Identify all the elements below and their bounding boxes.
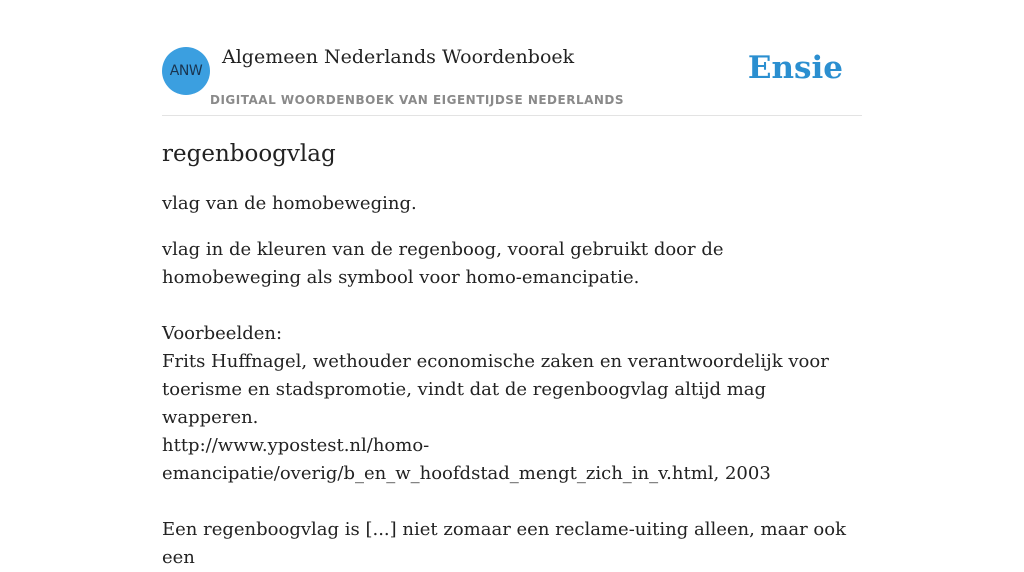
site-header <box>162 40 862 116</box>
definition: vlag in de kleuren van de regenboog, vooral gebruikt door de homobeweging als symbool voor homo-emancipatie. <box>162 239 724 288</box>
examples-label: Voorbeelden: <box>162 323 283 344</box>
anw-logo[interactable]: ANW <box>162 47 210 95</box>
example-source: http://www.ypostest.nl/homo-emancipatie/overig/b_en_w_hoofdstad_mengt_zich_in_v.html, 2003 <box>162 435 771 484</box>
entry-title: regenboogvlag <box>162 141 336 167</box>
ensie-brand-link[interactable]: Ensie <box>747 50 843 86</box>
example-text: Een regenboogvlag is [...] niet zomaar een reclame-uiting alleen, maar ook een <box>162 519 846 568</box>
short-definition: vlag van de homobeweging. <box>162 193 417 214</box>
site-subtitle: DIGITAAL WOORDENBOEK VAN EIGENTIJDSE NEDERLANDS <box>210 93 625 107</box>
site-title[interactable]: Algemeen Nederlands Woordenboek <box>222 46 575 68</box>
entry-content <box>162 138 862 572</box>
example-text: Frits Huffnagel, wethouder economische zaken en verantwoordelijk voor toerisme en stadspromotie, vindt dat de regenboogvlag altijd mag wapperen. <box>162 351 829 428</box>
